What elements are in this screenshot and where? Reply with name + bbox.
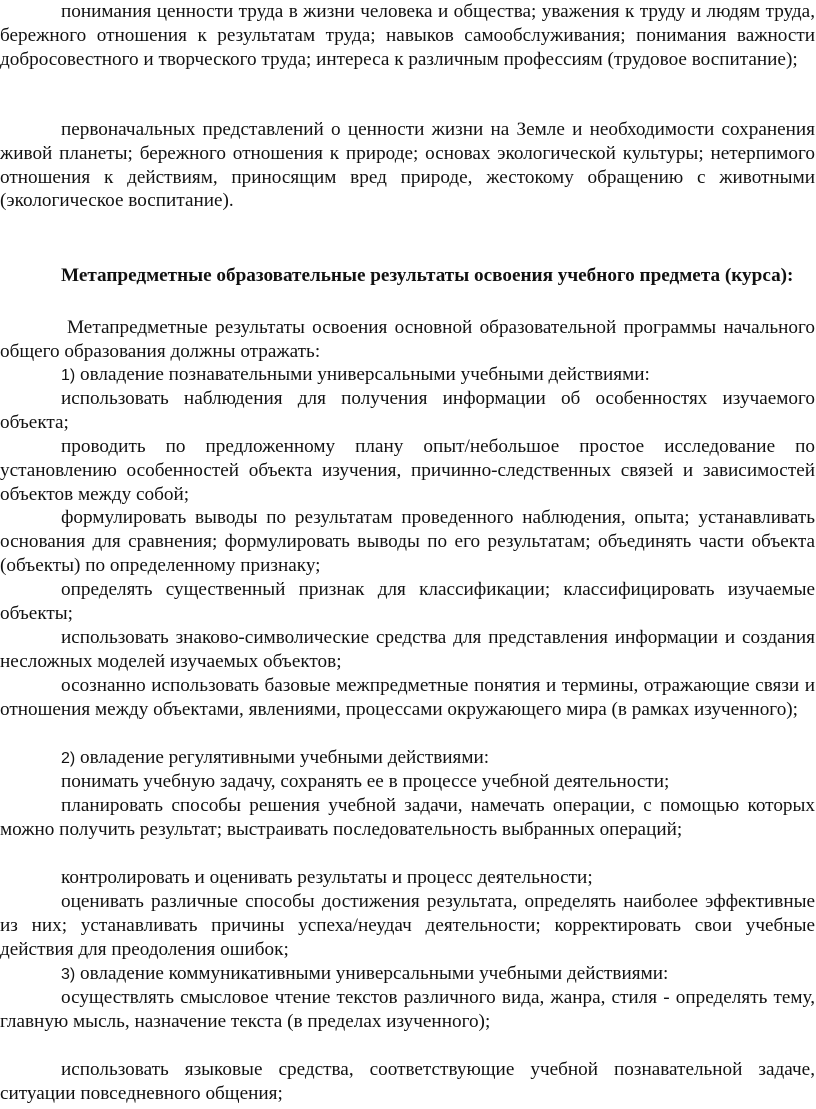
section1-item-1: использовать наблюдения для получения информации об особенностях изучаемого объекта;	[0, 388, 815, 433]
section1-item-3: формулировать выводы по результатам проведенного наблюдения, опыта; устанавливать основания для сравнения; формулировать выводы по его результатам; объединять части объекта (объекты) по определенному признаку;	[0, 507, 815, 576]
section2-item-4: оценивать различные способы достижения результата, определять наиболее эффективные из них; устанавливать причины успеха/неудач деятельности; корректировать свои учебные действия для преодоления ошибок;	[0, 891, 815, 960]
section2-title: овладение регулятивными учебными действиями:	[80, 747, 490, 768]
section1-item-6: осознанно использовать базовые межпредметные понятия и термины, отражающие связи и отношения между объектами, явлениями, процессами окружающего мира (в рамках изученного);	[0, 675, 815, 720]
section3-item-1: осуществлять смысловое чтение текстов различного вида, жанра, стиля - определять тему, главную мысль, назначение текста (в пределах изученного);	[0, 987, 815, 1032]
section1-title: овладение познавательными универсальными учебными действиями:	[80, 364, 650, 385]
section1-item-4: определять существенный признак для классификации; классифицировать изучаемые объекты;	[0, 579, 815, 624]
section2-item-3: контролировать и оценивать результаты и процесс деятельности;	[61, 867, 593, 888]
section-heading: Метапредметные образовательные результаты освоения учебного предмета (курса):	[61, 265, 794, 286]
upper-item-ecological-education: первоначальных представлений о ценности жизни на Земле и необходимости сохранения живой планеты; бережного отношения к природе; основах экологической культуры; нетерпимого отношения к действиям, приносящим вред природе, жестокому обращению с животными (экологическое воспитание).	[0, 119, 815, 212]
section3-title: овладение коммуникативными универсальными учебными действиями:	[80, 963, 669, 984]
section2-title-line	[0, 746, 815, 771]
section3-number: 3)	[61, 966, 76, 983]
upper-item-labor-education: понимания ценности труда в жизни человека и общества; уважения к труду и людям труда, бережного отношения к результатам труда; навыков самообслуживания; понимания важности добросовестного и творческого труда; интереса к различным профессиям (трудовое воспитание);	[0, 1, 815, 70]
section2-item-1: понимать учебную задачу, сохранять ее в процессе учебной деятельности;	[61, 771, 670, 792]
section1-item-2: проводить по предложенному плану опыт/небольшое простое исследование по установлению особенностей объекта изучения, причинно-следственных связей и зависимостей объектов между собой;	[0, 436, 815, 505]
section1-number: 1)	[61, 367, 76, 384]
section2-item-2: планировать способы решения учебной задачи, намечать операции, с помощью которых можно получить результат; выстраивать последовательность выбранных операций;	[0, 795, 815, 840]
intro-paragraph: Метапредметные результаты освоения основной образовательной программы начального общего образования должны отражать:	[0, 317, 815, 362]
section3-title-line	[0, 962, 815, 987]
section1-item-5: использовать знаково-символические средства для представления информации и создания несложных моделей изучаемых объектов;	[0, 627, 815, 672]
section1-title-line	[0, 363, 815, 388]
section3-item-2: использовать языковые средства, соответствующие учебной познавательной задаче, ситуации повседневного общения;	[0, 1059, 815, 1104]
section2-number: 2)	[61, 750, 76, 767]
